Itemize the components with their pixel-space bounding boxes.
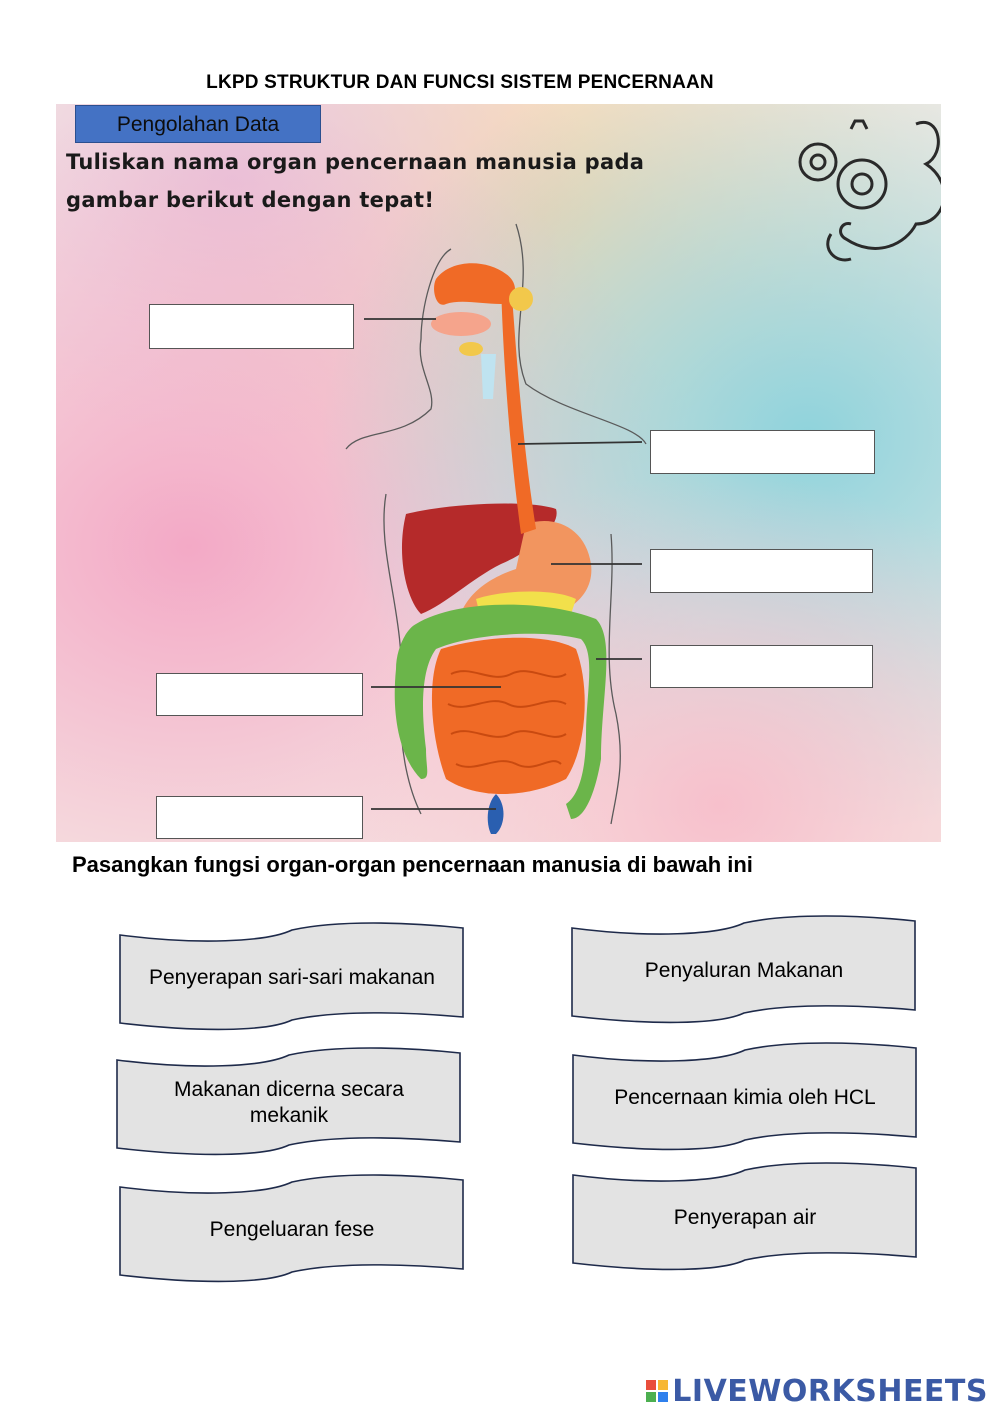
answer-box-stomach[interactable] (650, 549, 873, 593)
matching-heading: Pasangkan fungsi organ-organ pencernaan manusia di bawah ini (72, 852, 753, 877)
matching-card-text: Makanan dicerna secara mekanik (174, 1077, 404, 1127)
matching-card[interactable] (117, 1172, 467, 1287)
matching-card[interactable] (570, 1040, 920, 1155)
instruction-line-1: Tuliskan nama organ pencernaan manusia pada (66, 150, 645, 174)
logo-tiles-icon (646, 1380, 668, 1402)
matching-card[interactable] (117, 920, 467, 1035)
matching-card-text: Pencernaan kimia oleh HCL (614, 1085, 876, 1109)
liveworksheets-logo[interactable] (646, 1373, 988, 1409)
answer-box-large-intestine[interactable] (650, 645, 873, 688)
matching-card[interactable] (114, 1045, 464, 1160)
matching-card-text: Pengeluaran fese (209, 1217, 375, 1241)
instruction-line-2: gambar berikut dengan tepat! (66, 188, 435, 212)
matching-card-text: Penyerapan sari-sari makanan (149, 965, 435, 989)
answer-box-esophagus[interactable] (650, 430, 875, 474)
answer-box-small-intestine[interactable] (156, 673, 363, 716)
logo-text: LIVEWORKSHEETS (672, 1373, 988, 1409)
answer-box-mouth[interactable] (149, 304, 354, 349)
matching-card[interactable] (569, 913, 919, 1028)
matching-card-text: Penyerapan air (673, 1205, 817, 1229)
document-title: LKPD STRUKTUR DAN FUNCSI SISTEM PENCERNAAN (206, 72, 714, 93)
matching-card[interactable] (570, 1160, 920, 1275)
answer-box-rectum[interactable] (156, 796, 363, 839)
matching-card-text: Penyaluran Makanan (644, 958, 844, 982)
section-tag: Pengolahan Data (75, 105, 321, 143)
